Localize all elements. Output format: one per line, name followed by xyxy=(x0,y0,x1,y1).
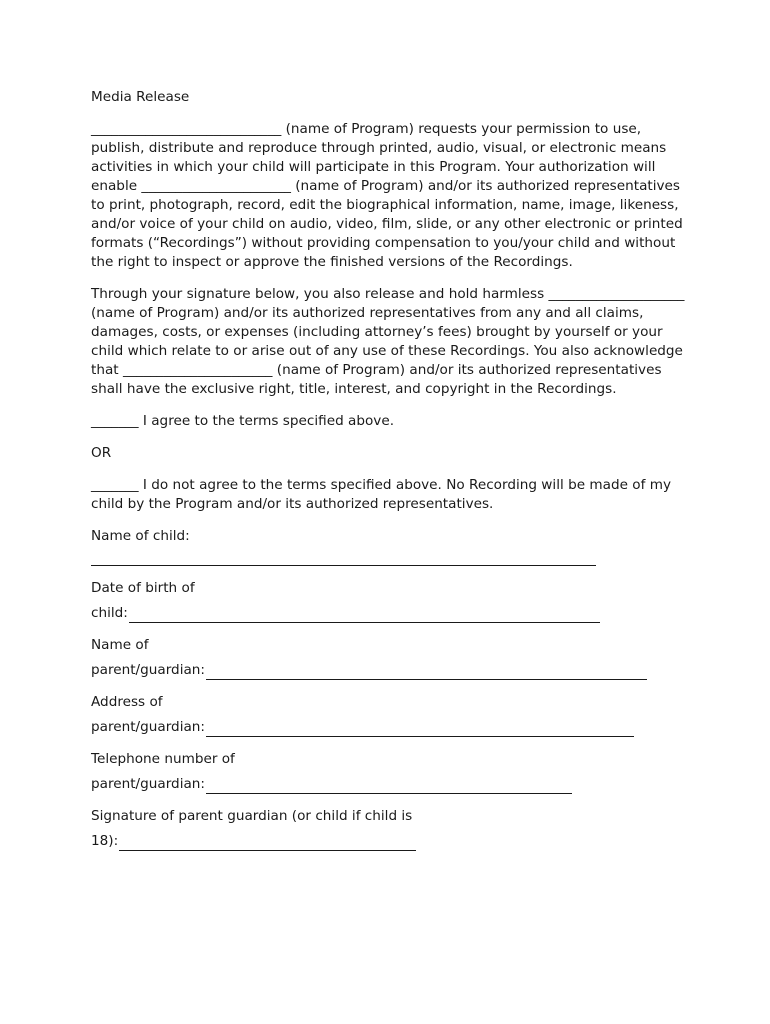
disagree-text: I do not agree to the terms specified above. No Recording will be made of my child by the Program and/or its authorized representatives. xyxy=(91,477,671,512)
dob-label: Date of birth of xyxy=(91,580,195,596)
signature-line[interactable] xyxy=(119,837,416,851)
signature-field xyxy=(91,807,691,851)
dob-line[interactable] xyxy=(129,609,600,623)
or-separator: OR xyxy=(91,445,112,461)
program-name-blank-1[interactable]: ____________________________ xyxy=(91,121,282,137)
parent-address-line[interactable] xyxy=(206,723,634,737)
child-name-line[interactable] xyxy=(91,552,596,566)
release-paragraph xyxy=(91,285,691,399)
release-text-1: Through your signature below, you also release and hold harmless xyxy=(91,286,549,302)
parent-phone-prefix: parent/guardian: xyxy=(91,776,205,792)
parent-name-label: Name of xyxy=(91,637,149,653)
dob-prefix: child: xyxy=(91,605,128,621)
agree-option xyxy=(91,412,691,431)
disagree-initial-blank[interactable]: _______ xyxy=(91,477,139,493)
program-name-blank-2[interactable]: ______________________ xyxy=(141,178,291,194)
parent-phone-field xyxy=(91,750,691,794)
release-text-2: (name of Program) and/or its authorized representatives from any and all claims, damages, costs, or expenses (including attorney’s fees) brought by yourself or your child which relate to or arise out of any use of these Recordings. You also acknowledge that xyxy=(91,305,683,378)
parent-name-prefix: parent/guardian: xyxy=(91,662,205,678)
parent-address-label: Address of xyxy=(91,694,163,710)
child-name-label: Name of child: xyxy=(91,528,190,544)
program-name-blank-3[interactable]: ____________________ xyxy=(548,286,685,302)
signature-prefix: 18): xyxy=(91,833,119,849)
media-release-document xyxy=(91,88,691,864)
parent-address-field xyxy=(91,693,691,737)
program-name-blank-4[interactable]: ______________________ xyxy=(122,362,273,378)
agree-initial-blank[interactable]: _______ xyxy=(91,413,139,429)
parent-name-line[interactable] xyxy=(206,666,647,680)
agree-text: I agree to the terms specified above. xyxy=(138,413,395,429)
permission-paragraph xyxy=(91,120,691,272)
disagree-option xyxy=(91,476,691,514)
signature-label: Signature of parent guardian (or child if child is xyxy=(91,808,413,824)
parent-phone-line[interactable] xyxy=(206,780,572,794)
permission-text-1: (name of Program) requests your permission to use, publish, distribute and reproduce through printed, audio, visual, or electronic means activities in which your child will participate in this Program. Your authorization will enable xyxy=(91,121,667,194)
parent-phone-label: Telephone number of xyxy=(91,751,235,767)
parent-address-prefix: parent/guardian: xyxy=(91,719,205,735)
permission-text-2: (name of Program) and/or its authorized representatives to print, photograph, record, edit the biographical information, name, image, likeness, and/or voice of your child on audio, video, film, slide, or any other electronic or printed formats (“Recordings”) without providing compensation to you/your child and without the right to inspect or approve the finished versions of the Recordings. xyxy=(91,178,683,270)
child-name-field xyxy=(91,527,691,566)
dob-field xyxy=(91,579,691,623)
document-title: Media Release xyxy=(91,89,190,105)
release-text-3: (name of Program) and/or its authorized representatives shall have the exclusive right, title, interest, and copyright in the Recordings. xyxy=(91,362,662,397)
parent-name-field xyxy=(91,636,691,680)
